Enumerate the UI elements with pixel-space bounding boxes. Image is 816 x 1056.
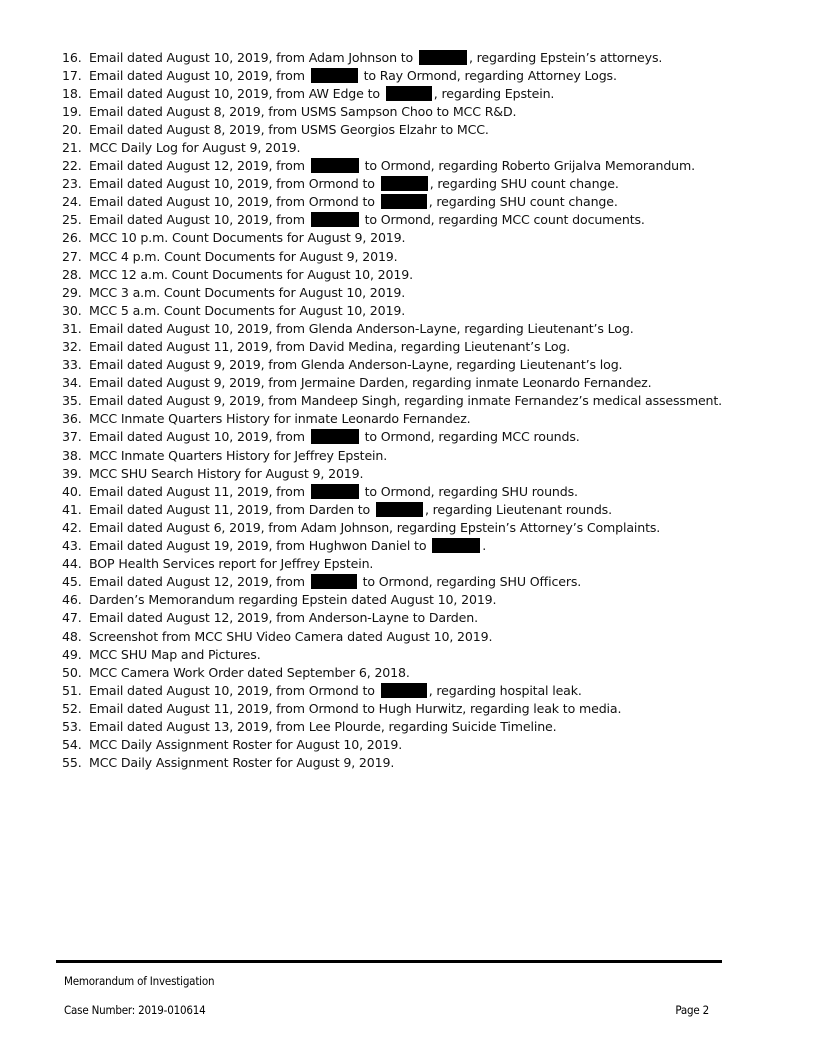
list-item — [62, 465, 762, 483]
redaction-block — [376, 502, 423, 517]
item-text-continued: , regarding Lieutenant rounds. — [424, 501, 612, 517]
item-text: MCC SHU Map and Pictures. — [89, 646, 261, 662]
item-number: 47. — [62, 610, 82, 626]
footer-title: Memorandum of Investigation — [64, 974, 215, 988]
footer-case-number: Case Number: 2019-010614 — [64, 1003, 206, 1017]
item-number: 48. — [62, 628, 82, 644]
item-text: MCC Camera Work Order dated September 6, 2018. — [89, 664, 410, 680]
list-item — [62, 555, 762, 573]
item-text: MCC Daily Assignment Roster for August 9, 2019. — [89, 755, 395, 771]
item-number: 46. — [62, 592, 82, 608]
item-number: 28. — [62, 266, 82, 282]
list-item — [62, 700, 762, 718]
list-item — [62, 664, 762, 682]
list-item — [62, 537, 762, 555]
item-number: 20. — [62, 121, 82, 137]
item-text-continued: , regarding hospital leak. — [428, 682, 582, 698]
redaction-block — [419, 50, 467, 65]
item-number: 49. — [62, 646, 82, 662]
item-number: 30. — [62, 302, 82, 318]
item-text: Email dated August 8, 2019, from USMS Georgios Elzahr to MCC. — [89, 121, 489, 137]
item-text-continued: to Ormond, regarding Roberto Grijalva Memorandum. — [360, 158, 695, 174]
item-number: 33. — [62, 357, 82, 373]
list-item — [62, 682, 762, 700]
item-number: 41. — [62, 501, 82, 517]
list-item — [62, 211, 762, 229]
list-item — [62, 302, 762, 320]
redaction-block — [311, 429, 359, 444]
redaction-block — [381, 176, 428, 191]
list-item — [62, 736, 762, 754]
item-text: Email dated August 11, 2019, from — [89, 483, 309, 499]
item-number: 35. — [62, 393, 82, 409]
redaction-block — [311, 158, 359, 173]
redaction-block — [311, 68, 358, 83]
item-text: Email dated August 10, 2019, from Ormond to — [89, 176, 379, 192]
item-text: Email dated August 12, 2019, from — [89, 574, 309, 590]
list-item — [62, 229, 762, 247]
item-number: 55. — [62, 755, 82, 771]
item-text: Email dated August 10, 2019, from — [89, 67, 309, 83]
item-number: 24. — [62, 194, 82, 210]
list-item — [62, 121, 762, 139]
item-number: 21. — [62, 139, 82, 155]
item-text: Email dated August 10, 2019, from Adam Johnson to — [89, 49, 417, 65]
list-item — [62, 447, 762, 465]
item-text: Email dated August 12, 2019, from Anderson-Layne to Darden. — [89, 610, 478, 626]
item-text: BOP Health Services report for Jeffrey Epstein. — [89, 556, 374, 572]
list-item — [62, 483, 762, 501]
list-item — [62, 754, 762, 772]
footer-page-number: Page 2 — [675, 1003, 709, 1017]
item-text-continued: , regarding SHU count change. — [429, 176, 619, 192]
item-number: 26. — [62, 230, 82, 246]
item-number: 37. — [62, 429, 82, 445]
item-text: MCC Daily Log for August 9, 2019. — [89, 139, 301, 155]
redaction-block — [311, 212, 359, 227]
list-item — [62, 338, 762, 356]
item-text-continued: , regarding Epstein. — [433, 85, 555, 101]
redaction-block — [381, 683, 427, 698]
list-item — [62, 646, 762, 664]
list-item — [62, 157, 762, 175]
item-number: 43. — [62, 538, 82, 554]
item-text: Email dated August 10, 2019, from — [89, 429, 309, 445]
item-text: Screenshot from MCC SHU Video Camera dated August 10, 2019. — [89, 628, 493, 644]
item-text: Email dated August 10, 2019, from AW Edge to — [89, 85, 384, 101]
item-number: 22. — [62, 158, 82, 174]
item-text: Email dated August 10, 2019, from — [89, 212, 309, 228]
item-number: 54. — [62, 737, 82, 753]
item-text: Email dated August 10, 2019, from Ormond to — [89, 682, 379, 698]
list-item — [62, 139, 762, 157]
item-text-continued: to Ray Ormond, regarding Attorney Logs. — [359, 67, 617, 83]
item-text-continued: . — [482, 538, 487, 554]
item-number: 34. — [62, 375, 82, 391]
item-number: 42. — [62, 519, 82, 535]
list-item — [62, 320, 762, 338]
item-number: 52. — [62, 700, 82, 716]
item-text: Email dated August 9, 2019, from Jermaine Darden, regarding inmate Leonardo Fernandez. — [89, 375, 652, 391]
item-number: 18. — [62, 85, 82, 101]
list-item — [62, 519, 762, 537]
item-text: Email dated August 9, 2019, from Mandeep Singh, regarding inmate Fernandez’s medical assessment. — [89, 393, 723, 409]
item-number: 53. — [62, 718, 82, 734]
list-item — [62, 573, 762, 591]
item-number: 36. — [62, 411, 82, 427]
item-text: Email dated August 11, 2019, from Darden to — [89, 501, 374, 517]
item-number: 17. — [62, 67, 82, 83]
item-text-continued: , regarding Epstein’s attorneys. — [468, 49, 663, 65]
item-number: 44. — [62, 556, 82, 572]
item-text: Email dated August 11, 2019, from Ormond to Hugh Hurwitz, regarding leak to media. — [89, 700, 622, 716]
list-item — [62, 356, 762, 374]
item-text: MCC 5 a.m. Count Documents for August 10, 2019. — [89, 302, 406, 318]
item-text: MCC 3 a.m. Count Documents for August 10, 2019. — [89, 284, 406, 300]
item-text: MCC Inmate Quarters History for Jeffrey Epstein. — [89, 447, 388, 463]
item-text: Email dated August 10, 2019, from Ormond to — [89, 194, 379, 210]
item-text-continued: to Ormond, regarding SHU Officers. — [358, 574, 582, 590]
list-item — [62, 284, 762, 302]
item-number: 19. — [62, 103, 82, 119]
list-item — [62, 628, 762, 646]
item-number: 23. — [62, 176, 82, 192]
item-text: MCC 4 p.m. Count Documents for August 9, 2019. — [89, 248, 398, 264]
list-item — [62, 266, 762, 284]
item-number: 32. — [62, 339, 82, 354]
item-number: 27. — [62, 248, 82, 264]
item-text: MCC SHU Search History for August 9, 2019. — [89, 465, 364, 481]
item-text: Email dated August 9, 2019, from Glenda Anderson-Layne, regarding Lieutenant’s log. — [89, 357, 623, 373]
item-number: 16. — [62, 49, 82, 65]
item-text: Email dated August 19, 2019, from Hughwon Daniel to — [89, 538, 431, 554]
list-item — [62, 193, 762, 211]
item-number: 39. — [62, 465, 82, 481]
item-number: 29. — [62, 284, 82, 300]
redaction-block — [311, 484, 359, 499]
list-item — [62, 609, 762, 627]
list-item — [62, 175, 762, 193]
redaction-block — [386, 86, 432, 101]
list-item — [62, 85, 762, 103]
list-item — [62, 591, 762, 609]
list-item — [62, 428, 762, 446]
list-item — [62, 392, 762, 410]
item-text: MCC 12 a.m. Count Documents for August 10, 2019. — [89, 266, 413, 282]
item-text: MCC 10 p.m. Count Documents for August 9, 2019. — [89, 230, 406, 246]
item-text-continued: to Ormond, regarding MCC count documents. — [360, 212, 645, 228]
list-item — [62, 410, 762, 428]
item-text: Email dated August 11, 2019, from David Medina, regarding Lieutenant’s Log. — [89, 339, 571, 354]
item-number: 31. — [62, 320, 82, 336]
list-item — [62, 718, 762, 736]
list-item — [62, 374, 762, 392]
list-item — [62, 49, 762, 67]
item-number: 51. — [62, 682, 82, 698]
item-number: 40. — [62, 483, 82, 499]
footer-divider — [56, 960, 722, 963]
redaction-block — [311, 574, 357, 589]
list-item — [62, 103, 762, 121]
item-number: 50. — [62, 664, 82, 680]
list-item — [62, 67, 762, 85]
item-text: Email dated August 13, 2019, from Lee Plourde, regarding Suicide Timeline. — [89, 718, 557, 734]
item-text: Email dated August 12, 2019, from — [89, 158, 309, 174]
item-text: Email dated August 6, 2019, from Adam Johnson, regarding Epstein’s Attorney’s Complaints. — [89, 519, 661, 535]
item-number: 38. — [62, 447, 82, 463]
item-text: MCC Daily Assignment Roster for August 10, 2019. — [89, 737, 403, 753]
item-text-continued: to Ormond, regarding SHU rounds. — [360, 483, 578, 499]
redaction-block — [381, 194, 427, 209]
redaction-block — [432, 538, 480, 553]
item-text: Email dated August 10, 2019, from Glenda Anderson-Layne, regarding Lieutenant’s Log. — [89, 320, 634, 336]
item-number: 25. — [62, 212, 82, 228]
item-number: 45. — [62, 574, 82, 590]
list-item — [62, 248, 762, 266]
item-text-continued: , regarding SHU count change. — [428, 194, 618, 210]
exhibit-list — [62, 49, 762, 773]
list-item — [62, 501, 762, 519]
item-text: Email dated August 8, 2019, from USMS Sampson Choo to MCC R&D. — [89, 103, 517, 119]
item-text: MCC Inmate Quarters History for inmate Leonardo Fernandez. — [89, 411, 471, 427]
item-text-continued: to Ormond, regarding MCC rounds. — [360, 429, 580, 445]
item-text: Darden’s Memorandum regarding Epstein dated August 10, 2019. — [89, 592, 497, 608]
